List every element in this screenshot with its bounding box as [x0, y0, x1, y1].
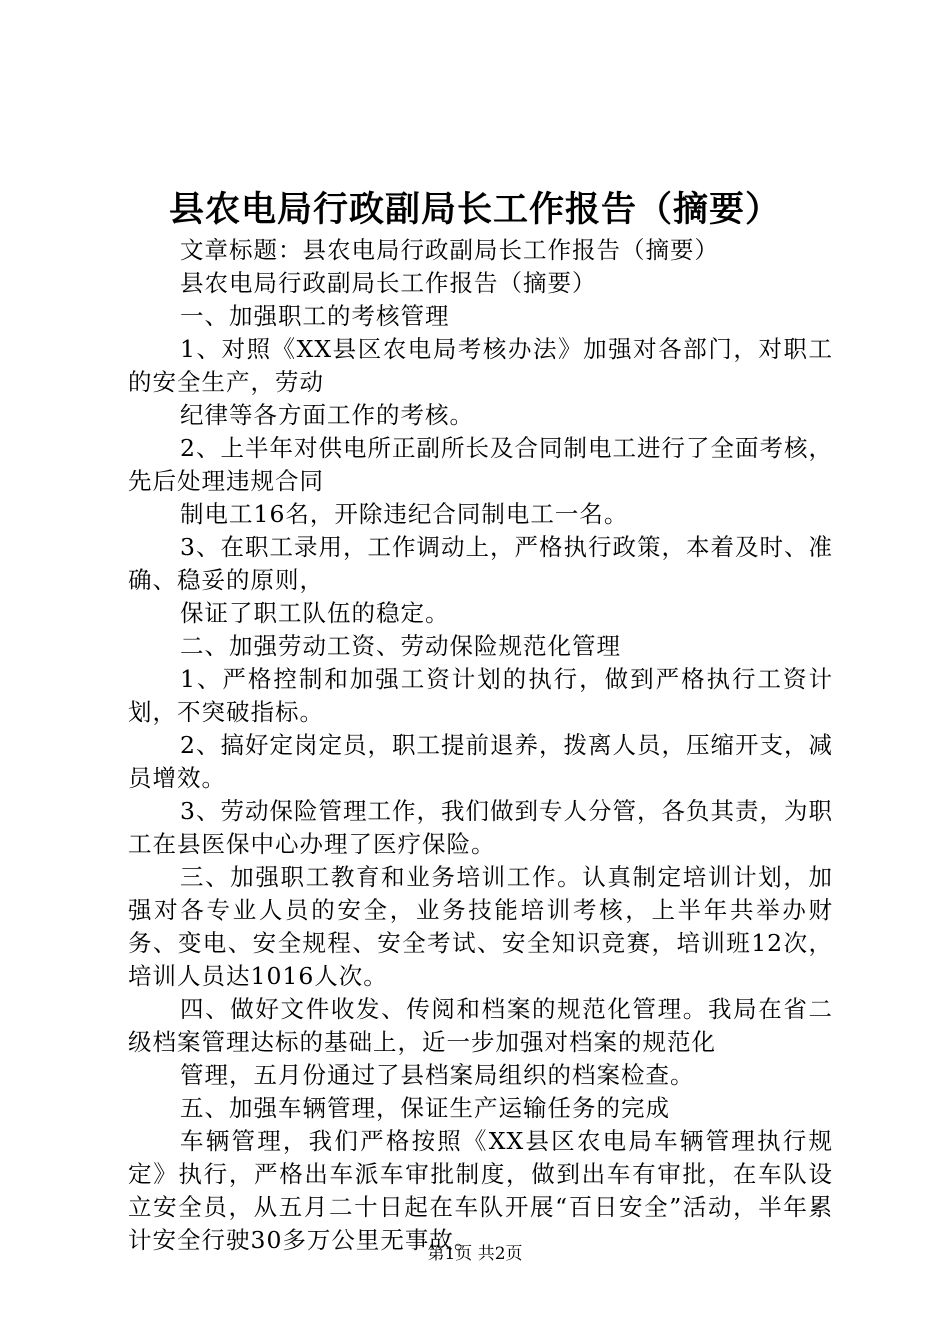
section-heading-4: 四、做好文件收发、传阅和档案的规范化管理。我局在省二级档案管理达标的基础上，近一步加强对档案的规范化 — [128, 995, 833, 1056]
paragraph: 纪律等各方面工作的考核。 — [180, 401, 474, 429]
paragraph: 保证了职工队伍的稳定。 — [180, 599, 450, 627]
section-heading-5: 五、加强车辆管理，保证生产运输任务的完成 — [180, 1094, 670, 1122]
page-footer: 第1页 共2页 — [427, 1244, 523, 1264]
document-body — [128, 234, 833, 1257]
paragraph: 3、劳动保险管理工作，我们做到专人分管，各负其责，为职工在县医保中心办理了医疗保险。 — [128, 797, 833, 858]
paragraph-report-title: 县农电局行政副局长工作报告（摘要） — [180, 269, 597, 297]
paragraph: 3、在职工录用，工作调动上，严格执行政策，本着及时、准确、稳妥的原则， — [128, 533, 833, 594]
paragraph: 制电工16名，开除违纪合同制电工一名。 — [180, 500, 629, 528]
section-heading-3: 三、加强职工教育和业务培训工作。认真制定培训计划，加强对各专业人员的安全，业务技能培训考核，上半年共举办财务、变电、安全规程、安全考试、安全知识竞赛，培训班12次，培训人员达1016人次。 — [128, 863, 833, 990]
section-heading-1: 一、加强职工的考核管理 — [180, 302, 450, 330]
paragraph: 1、对照《XX县区农电局考核办法》加强对各部门，对职工的安全生产，劳动 — [128, 335, 833, 396]
paragraph: 1、严格控制和加强工资计划的执行，做到严格执行工资计划，不突破指标。 — [128, 665, 833, 726]
section-heading-2: 二、加强劳动工资、劳动保险规范化管理 — [180, 632, 621, 660]
paragraph: 管理，五月份通过了县档案局组织的档案检查。 — [180, 1061, 695, 1089]
document-title: 县农电局行政副局长工作报告（摘要） — [168, 189, 781, 230]
paragraph: 2、搞好定岗定员，职工提前退养，拨离人员，压缩开支，减员增效。 — [128, 731, 833, 792]
paragraph-article-title: 文章标题：县农电局行政副局长工作报告（摘要） — [180, 236, 719, 264]
paragraph: 2、上半年对供电所正副所长及合同制电工进行了全面考核，先后处理违规合同 — [128, 434, 833, 495]
paragraph: 车辆管理，我们严格按照《XX县区农电局车辆管理执行规定》执行，严格出车派车审批制度，做到出车有审批，在车队设立安全员，从五月二十日起在车队开展“百日安全”活动，半年累计安全行驶30多万公里无事故。 — [128, 1127, 833, 1254]
